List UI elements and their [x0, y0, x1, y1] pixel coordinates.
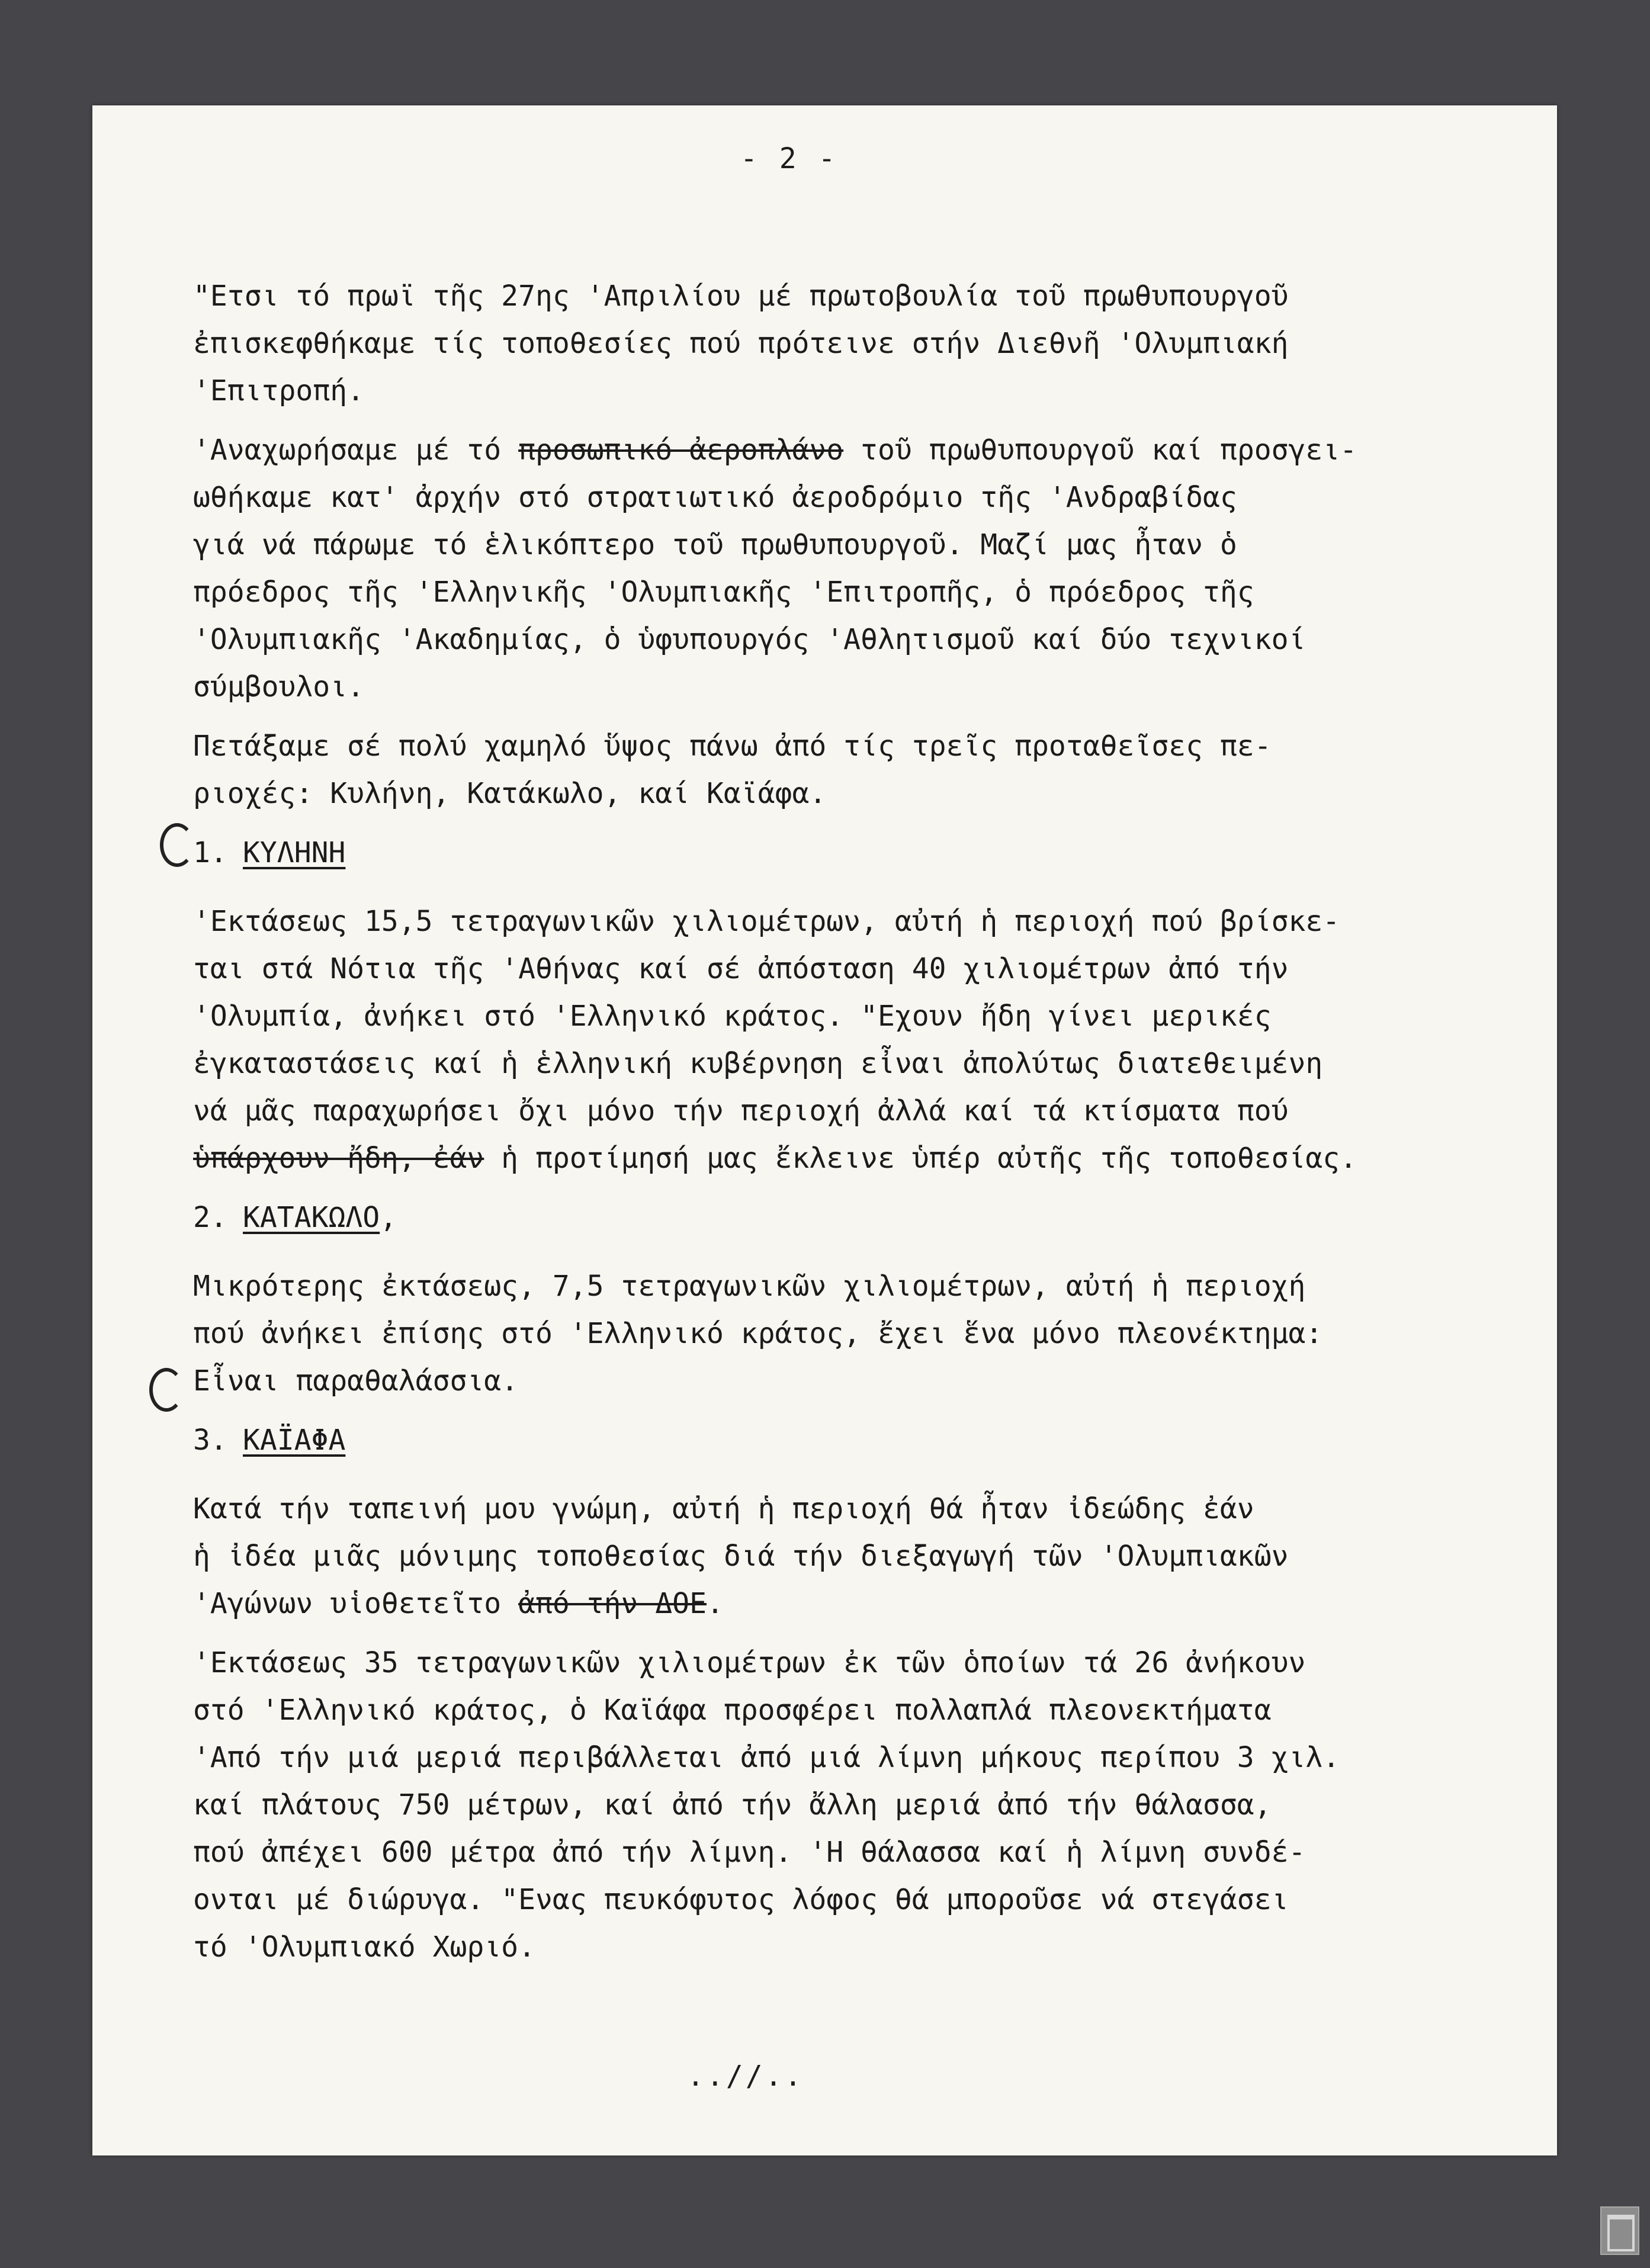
struck-text: ὑπάρχουν ἤδη, ἐάν [193, 1142, 484, 1175]
section-title: ΚΥΛΗΝΗ [243, 836, 346, 869]
text-line: 'Ολυμπιακῆς 'Ακαδημίας, ὁ ὑφυπουργός 'Αθλητισμοῦ καί δύο τεχνικοί [193, 623, 1306, 656]
struck-text: ἀπό τήν ΔΟΕ [518, 1587, 707, 1620]
text-line: 'Εκτάσεως 35 τετραγωνικῶν χιλιομέτρων ἐκ τῶν ὁποίων τά 26 ἀνήκουν [193, 1646, 1306, 1679]
text-line: ριοχές: Κυλήνη, Κατάκωλο, καί Καϊάφα. [193, 777, 827, 810]
text-line: ἡ ἰδέα μιᾶς μόνιμης τοποθεσίας διά τήν διεξαγωγή τῶν 'Ολυμπιακῶν [193, 1540, 1289, 1573]
paragraph-katakolo [193, 1263, 1449, 1405]
section-title: ΚΑΤΑΚΩΛΟ [243, 1201, 380, 1234]
paragraph-areas [193, 722, 1449, 817]
section-heading-kaiafa [193, 1416, 1449, 1464]
section-number: 2. [193, 1201, 227, 1234]
document-body [193, 272, 1449, 1983]
text-line: καί πλάτους 750 μέτρων, καί ἀπό τήν ἄλλη μεριά ἀπό τήν θάλασσα, [193, 1788, 1272, 1822]
text-line: νά μᾶς παραχωρήσει ὄχι μόνο τήν περιοχή ἀλλά καί τά κτίσματα πού [193, 1094, 1289, 1127]
text-line: πού ἀνήκει ἐπίσης στό 'Ελληνικό κράτος, ἔχει ἕνα μόνο πλεονέκτημα: [193, 1317, 1323, 1350]
text-line: ἐπισκεφθήκαμε τίς τοποθεσίες πού πρότεινε στήν Διεθνῆ 'Ολυμπιακή [193, 327, 1289, 360]
section-title: ΚΑΪΑΦΑ [243, 1424, 346, 1457]
text-line: 'Εκτάσεως 15,5 τετραγωνικῶν χιλιομέτρων, αὐτή ἡ περιοχή πού βρίσκε- [193, 905, 1340, 938]
text-segment: ἡ προτίμησή μας ἔκλεινε ὑπέρ αὐτῆς τῆς τοποθεσίας. [484, 1142, 1357, 1175]
section-heading-katakolo [193, 1194, 1449, 1241]
section-heading-kylini [193, 829, 1449, 876]
paragraph-kylini [193, 898, 1449, 1182]
paragraph-intro [193, 272, 1449, 415]
text-segment: 'Αγώνων υἱοθετεῖτο [193, 1587, 519, 1620]
paragraph-kaiafa-details [193, 1639, 1449, 1971]
paragraph-kaiafa-opinion [193, 1485, 1449, 1627]
text-segment: . [706, 1587, 724, 1620]
text-line: πρόεδρος τῆς 'Ελληνικῆς 'Ολυμπιακῆς 'Επιτροπῆς, ὁ πρόεδρος τῆς [193, 576, 1254, 609]
text-line: Πετάξαμε σέ πολύ χαμηλό ὕψος πάνω ἀπό τίς τρεῖς προταθεῖσες πε- [193, 730, 1272, 763]
binder-ring-mark [149, 1368, 184, 1412]
text-line [193, 1135, 1449, 1182]
text-line [193, 1580, 1449, 1627]
text-line: Μικρότερης ἐκτάσεως, 7,5 τετραγωνικῶν χιλιομέτρων, αὐτή ἡ περιοχή [193, 1270, 1306, 1303]
section-number: 3. [193, 1424, 227, 1457]
text-line [193, 426, 1449, 474]
binder-ring-mark [160, 823, 194, 867]
text-line: ωθήκαμε κατ' ἀρχήν στό στρατιωτικό ἀεροδρόμιο τῆς 'Ανδραβίδας [193, 481, 1237, 514]
page-number: - 2 - [740, 142, 838, 175]
text-segment: τοῦ πρωθυπουργοῦ καί προσγει- [843, 433, 1357, 467]
text-line: 'Από τήν μιά μεριά περιβάλλεται ἀπό μιά λίμνη μήκους περίπου 3 χιλ. [193, 1741, 1340, 1774]
text-line: Εἶναι παραθαλάσσια. [193, 1364, 519, 1398]
text-line: σύμβουλοι. [193, 670, 364, 703]
section-title-suffix: , [380, 1201, 397, 1234]
text-line: ονται μέ διώρυγα. "Ενας πευκόφυτος λόφος θά μποροῦσε νά στεγάσει [193, 1883, 1289, 1916]
paragraph-flight [193, 426, 1449, 711]
continuation-mark: ..//.. [687, 2060, 804, 2093]
text-segment: 'Αναχωρήσαμε μέ τό [193, 433, 519, 467]
text-line: γιά νά πάρωμε τό ἑλικόπτερο τοῦ πρωθυπουργοῦ. Μαζί μας ἦταν ὁ [193, 528, 1237, 561]
struck-text: προσωπικό ἀεροπλάνο [518, 433, 844, 467]
section-number: 1. [193, 836, 227, 869]
text-line: 'Ολυμπία, ἀνήκει στό 'Ελληνικό κράτος. "Εχουν ἤδη γίνει μερικές [193, 1000, 1272, 1033]
text-line: τό 'Ολυμπιακό Χωριό. [193, 1930, 535, 1964]
text-line: ἐγκαταστάσεις καί ἡ ἑλληνική κυβέρνηση εἶναι ἀπολύτως διατεθειμένη [193, 1047, 1323, 1080]
text-line: Κατά τήν ταπεινή μου γνώμη, αὐτή ἡ περιοχή θά ἦταν ἰδεώδης ἐάν [193, 1492, 1254, 1525]
text-line: πού ἀπέχει 600 μέτρα ἀπό τήν λίμνη. 'Η θάλασσα καί ἡ λίμνη συνδέ- [193, 1836, 1306, 1869]
text-line: ται στά Νότια τῆς 'Αθήνας καί σέ ἀπόσταση 40 χιλιομέτρων ἀπό τήν [193, 952, 1289, 985]
text-line: "Ετσι τό πρωϊ τῆς 27ης 'Απριλίου μέ πρωτοβουλία τοῦ πρωθυπουργοῦ [193, 280, 1289, 313]
archive-logo-icon [1600, 2206, 1639, 2255]
text-line: στό 'Ελληνικό κράτος, ὁ Καϊάφα προσφέρει πολλαπλά πλεονεκτήματα [193, 1694, 1272, 1727]
text-line: 'Επιτροπή. [193, 374, 364, 407]
